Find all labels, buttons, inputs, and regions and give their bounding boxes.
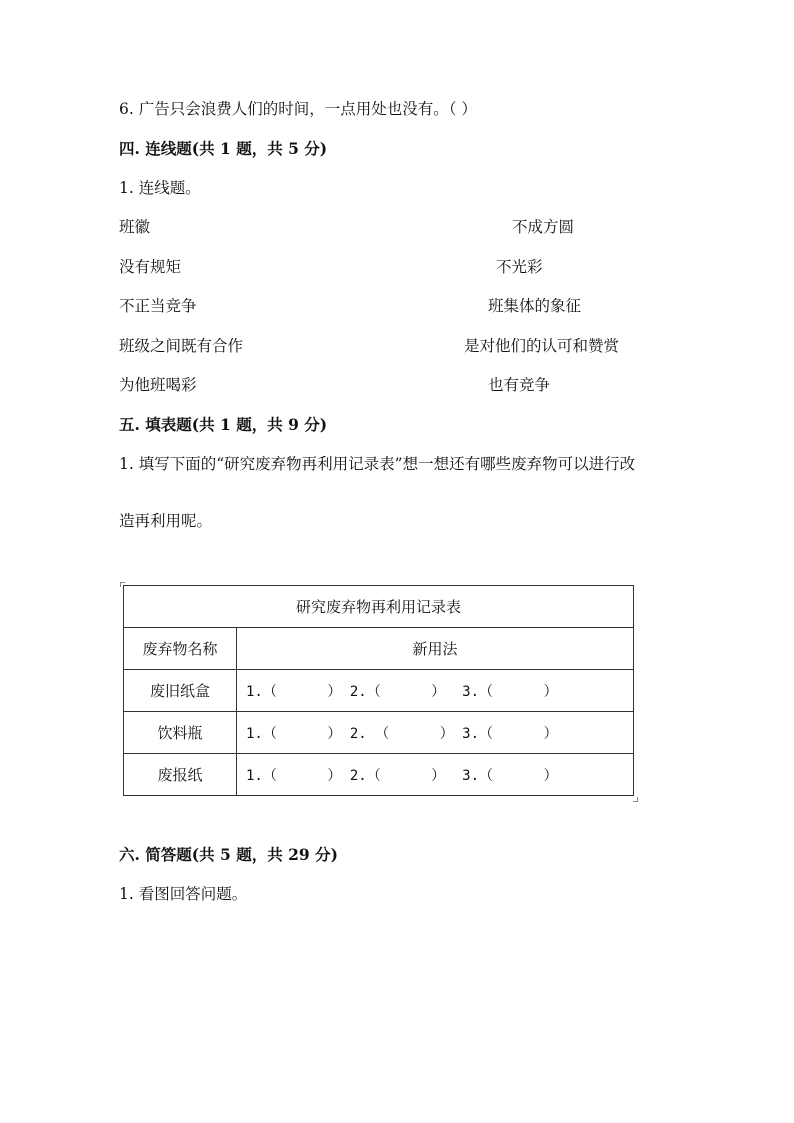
answer-blanks-cell: 1.（ ） 2. （ ） 3.（ ） bbox=[237, 712, 634, 754]
section-6-question-1: 1. 看图回答问题。 bbox=[119, 885, 248, 903]
match-right-item: 是对他们的认可和赞赏 bbox=[464, 337, 620, 355]
match-left-item: 为他班喝彩 bbox=[119, 376, 197, 394]
table-corner-mark bbox=[633, 797, 638, 802]
match-right-item: 也有竞争 bbox=[488, 376, 551, 394]
table-caption: 研究废弃物再利用记录表 bbox=[124, 586, 634, 628]
section-5-question-1-line-2: 造再利用呢。 bbox=[119, 512, 213, 530]
section-6-title: 六. 简答题(共 5 题，共 29 分) bbox=[119, 845, 338, 864]
match-left-item: 没有规矩 bbox=[119, 258, 182, 276]
question-6: 6. 广告只会浪费人们的时间，一点用处也没有。（ ） bbox=[119, 100, 477, 118]
header-name: 废弃物名称 bbox=[124, 628, 237, 670]
section-4-title: 四. 连线题(共 1 题，共 5 分) bbox=[119, 139, 328, 158]
header-use: 新用法 bbox=[237, 628, 634, 670]
section-5-question-1-line-1: 1. 填写下面的“研究废弃物再利用记录表”想一想还有哪些废弃物可以进行改 bbox=[119, 455, 636, 473]
table-caption-row bbox=[124, 586, 634, 628]
match-right-item: 不成方圆 bbox=[512, 218, 575, 236]
answer-blanks-cell: 1.（ ） 2.（ ） 3.（ ） bbox=[237, 670, 634, 712]
section-5-title: 五. 填表题(共 1 题，共 9 分) bbox=[119, 415, 328, 434]
answer-blanks-cell: 1.（ ） 2.（ ） 3.（ ） bbox=[237, 754, 634, 796]
waste-name-cell: 废旧纸盒 bbox=[124, 670, 237, 712]
table-row bbox=[124, 712, 634, 754]
match-left-item: 班徽 bbox=[119, 218, 151, 236]
match-left-item: 班级之间既有合作 bbox=[119, 337, 244, 355]
match-left-item: 不正当竞争 bbox=[119, 297, 197, 315]
match-right-item: 不光彩 bbox=[496, 258, 543, 276]
table-row bbox=[124, 670, 634, 712]
waste-name-cell: 饮料瓶 bbox=[124, 712, 237, 754]
table-header-row bbox=[124, 628, 634, 670]
match-right-item: 班集体的象征 bbox=[488, 297, 582, 315]
waste-name-cell: 废报纸 bbox=[124, 754, 237, 796]
section-4-question-1: 1. 连线题。 bbox=[119, 179, 201, 197]
record-table bbox=[123, 585, 634, 796]
table-row bbox=[124, 754, 634, 796]
